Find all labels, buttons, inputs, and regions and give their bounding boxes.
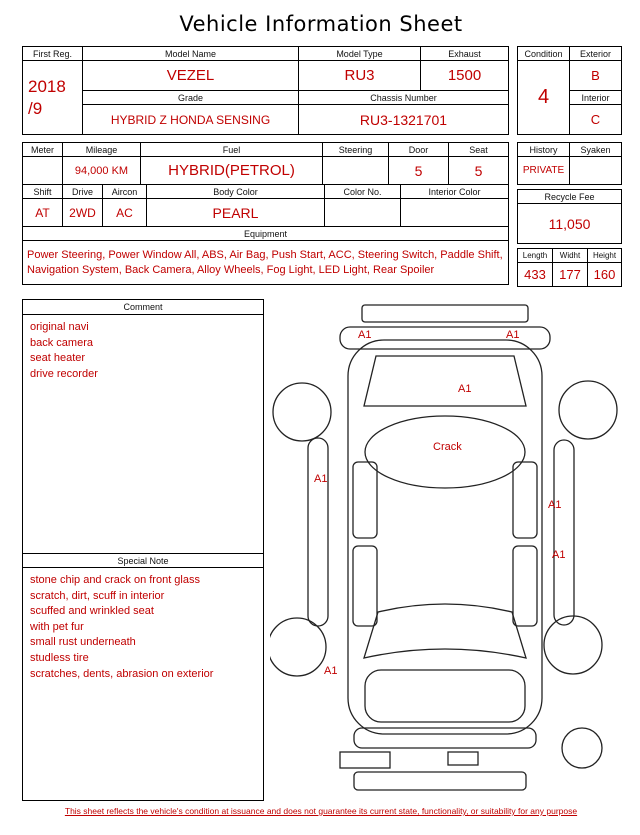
seat-label: Seat <box>449 143 509 157</box>
diagram-annotation: A1 <box>552 549 566 561</box>
comment-text <box>23 315 263 553</box>
width-value: 177 <box>553 263 588 287</box>
meter-label: Meter <box>23 143 63 157</box>
front-grille-shape <box>448 752 478 765</box>
condition-value: 4 <box>518 61 570 135</box>
specs-left <box>22 142 509 291</box>
diagram-annotation: A1 <box>314 473 328 485</box>
wheel-rear-right <box>559 381 617 439</box>
comment-header: Comment <box>23 300 263 315</box>
diagram-annotation: A1 <box>458 383 472 395</box>
wheel-rear-left <box>273 383 331 441</box>
model-type-label: Model Type <box>299 47 421 61</box>
model-name-label: Model Name <box>83 47 299 61</box>
steering-value <box>323 157 389 185</box>
color-no-value <box>325 199 401 227</box>
color-no-label: Color No. <box>325 185 401 199</box>
diagram-annotation: A1 <box>358 329 372 341</box>
special-note-line: scratches, dents, abrasion on exterior <box>30 667 214 680</box>
model-type-value: RU3 <box>299 61 421 91</box>
comment-line: drive recorder <box>30 367 98 380</box>
equipment-table <box>22 226 509 285</box>
special-note-line: scuffed and wrinkled seat <box>30 605 154 618</box>
fuel-label: Fuel <box>141 143 323 157</box>
exhaust-label: Exhaust <box>421 47 509 61</box>
windshield-shape <box>364 604 526 658</box>
exterior-label: Exterior <box>570 47 622 61</box>
length-value: 433 <box>518 263 553 287</box>
special-note-header: Special Note <box>23 553 263 568</box>
recycle-fee-label: Recycle Fee <box>518 190 622 204</box>
license-plate-shape <box>340 752 390 768</box>
car-body-outline <box>348 340 542 734</box>
diagram-annotation: A1 <box>548 499 562 511</box>
body-color-value: PEARL <box>147 199 325 227</box>
shift-value: AT <box>23 199 63 227</box>
car-diagram <box>270 299 620 801</box>
page-title: Vehicle Information Sheet <box>179 12 463 36</box>
drive-label: Drive <box>63 185 103 199</box>
seat-value: 5 <box>449 157 509 185</box>
special-note-line: scratch, dirt, scuff in interior <box>30 589 165 602</box>
shift-row-table <box>22 184 509 227</box>
fuel-value: HYBRID(PETROL) <box>141 157 323 185</box>
history-value: PRIVATE <box>518 157 570 185</box>
mileage-label: Mileage <box>63 143 141 157</box>
interior-color-value <box>401 199 509 227</box>
chassis-number-label: Chassis Number <box>299 91 509 105</box>
interior-label: Interior <box>570 91 622 105</box>
shift-label: Shift <box>23 185 63 199</box>
hood-shape <box>365 670 525 722</box>
first-reg-month: /9 <box>28 98 43 118</box>
special-note-text <box>23 568 263 800</box>
width-label: Widht <box>553 249 588 263</box>
door-label: Door <box>389 143 449 157</box>
grade-value: HYBRID Z HONDA SENSING <box>83 105 299 135</box>
meter-row-table <box>22 142 509 185</box>
wheel-front-left <box>270 618 326 676</box>
special-note-line: small rust underneath <box>30 636 136 649</box>
rear-spoiler-shape <box>362 305 528 322</box>
special-note-line: stone chip and crack on front glass <box>30 574 200 586</box>
first-reg-value <box>23 61 83 135</box>
diagram-annotation: A1 <box>324 665 338 677</box>
equipment-value: Power Steering, Power Window All, ABS, Air Bag, Push Start, ACC, Steering Switch, Paddle Shift, Navigation System, Back Camera, Alloy Wheels, Fog Light, LED Light, Rear Spoiler <box>23 241 509 285</box>
diagram-annotation: A1 <box>506 329 520 341</box>
height-label: Height <box>588 249 622 263</box>
right-front-door-shape <box>513 546 537 626</box>
spare-wheel-shape <box>562 728 602 768</box>
car-diagram-svg <box>270 299 620 801</box>
exterior-value: B <box>570 61 622 91</box>
equipment-label: Equipment <box>23 227 509 241</box>
door-value: 5 <box>389 157 449 185</box>
condition-label: Condition <box>518 47 570 61</box>
aircon-label: Aircon <box>103 185 147 199</box>
length-label: Length <box>518 249 553 263</box>
right-sill-shape <box>554 440 574 625</box>
section-bottom <box>22 299 620 801</box>
interior-color-label: Interior Color <box>401 185 509 199</box>
wheel-front-right <box>544 616 602 674</box>
left-sill-shape <box>308 438 328 626</box>
comment-line: original navi <box>30 321 89 333</box>
history-table <box>517 142 622 185</box>
interior-value: C <box>570 105 622 135</box>
dimensions-table <box>517 248 622 287</box>
registration-table <box>22 46 509 135</box>
recycle-fee-value: 11,050 <box>518 204 622 244</box>
lower-bumper-shape <box>354 772 526 790</box>
first-reg-year: 2018 <box>28 77 66 97</box>
aircon-value: AC <box>103 199 147 227</box>
comment-line: back camera <box>30 336 93 349</box>
syaken-value <box>570 157 622 185</box>
comment-line: seat heater <box>30 352 86 365</box>
meter-value <box>23 157 63 185</box>
notes-column <box>22 299 264 801</box>
diagram-annotation: Crack <box>433 441 462 453</box>
grade-label: Grade <box>83 91 299 105</box>
chassis-number-value: RU3-1321701 <box>299 105 509 135</box>
special-note-line: studless tire <box>30 652 89 665</box>
first-reg-label: First Reg. <box>23 47 83 61</box>
disclaimer-text: This sheet reflects the vehicle's condition at issuance and does not guarantee its current state, functionality, or suitability for any purpose <box>64 806 578 816</box>
model-name-value: VEZEL <box>83 61 299 91</box>
steering-label: Steering <box>323 143 389 157</box>
special-note-line: with pet fur <box>30 620 84 633</box>
recycle-fee-table <box>517 189 622 244</box>
section-specs <box>22 142 620 291</box>
syaken-label: Syaken <box>570 143 622 157</box>
right-rear-door-shape <box>513 462 537 538</box>
front-bumper-shape <box>354 728 536 748</box>
left-front-door-shape <box>353 546 377 626</box>
condition-table <box>517 46 622 135</box>
specs-right <box>517 142 622 291</box>
body-color-label: Body Color <box>147 185 325 199</box>
rear-glass-shape <box>364 356 526 406</box>
left-rear-door-shape <box>353 462 377 538</box>
height-value: 160 <box>588 263 622 287</box>
drive-value: 2WD <box>63 199 103 227</box>
exhaust-value: 1500 <box>421 61 509 91</box>
section-registration <box>22 46 620 135</box>
history-label: History <box>518 143 570 157</box>
mileage-value: 94,000 KM <box>63 157 141 185</box>
